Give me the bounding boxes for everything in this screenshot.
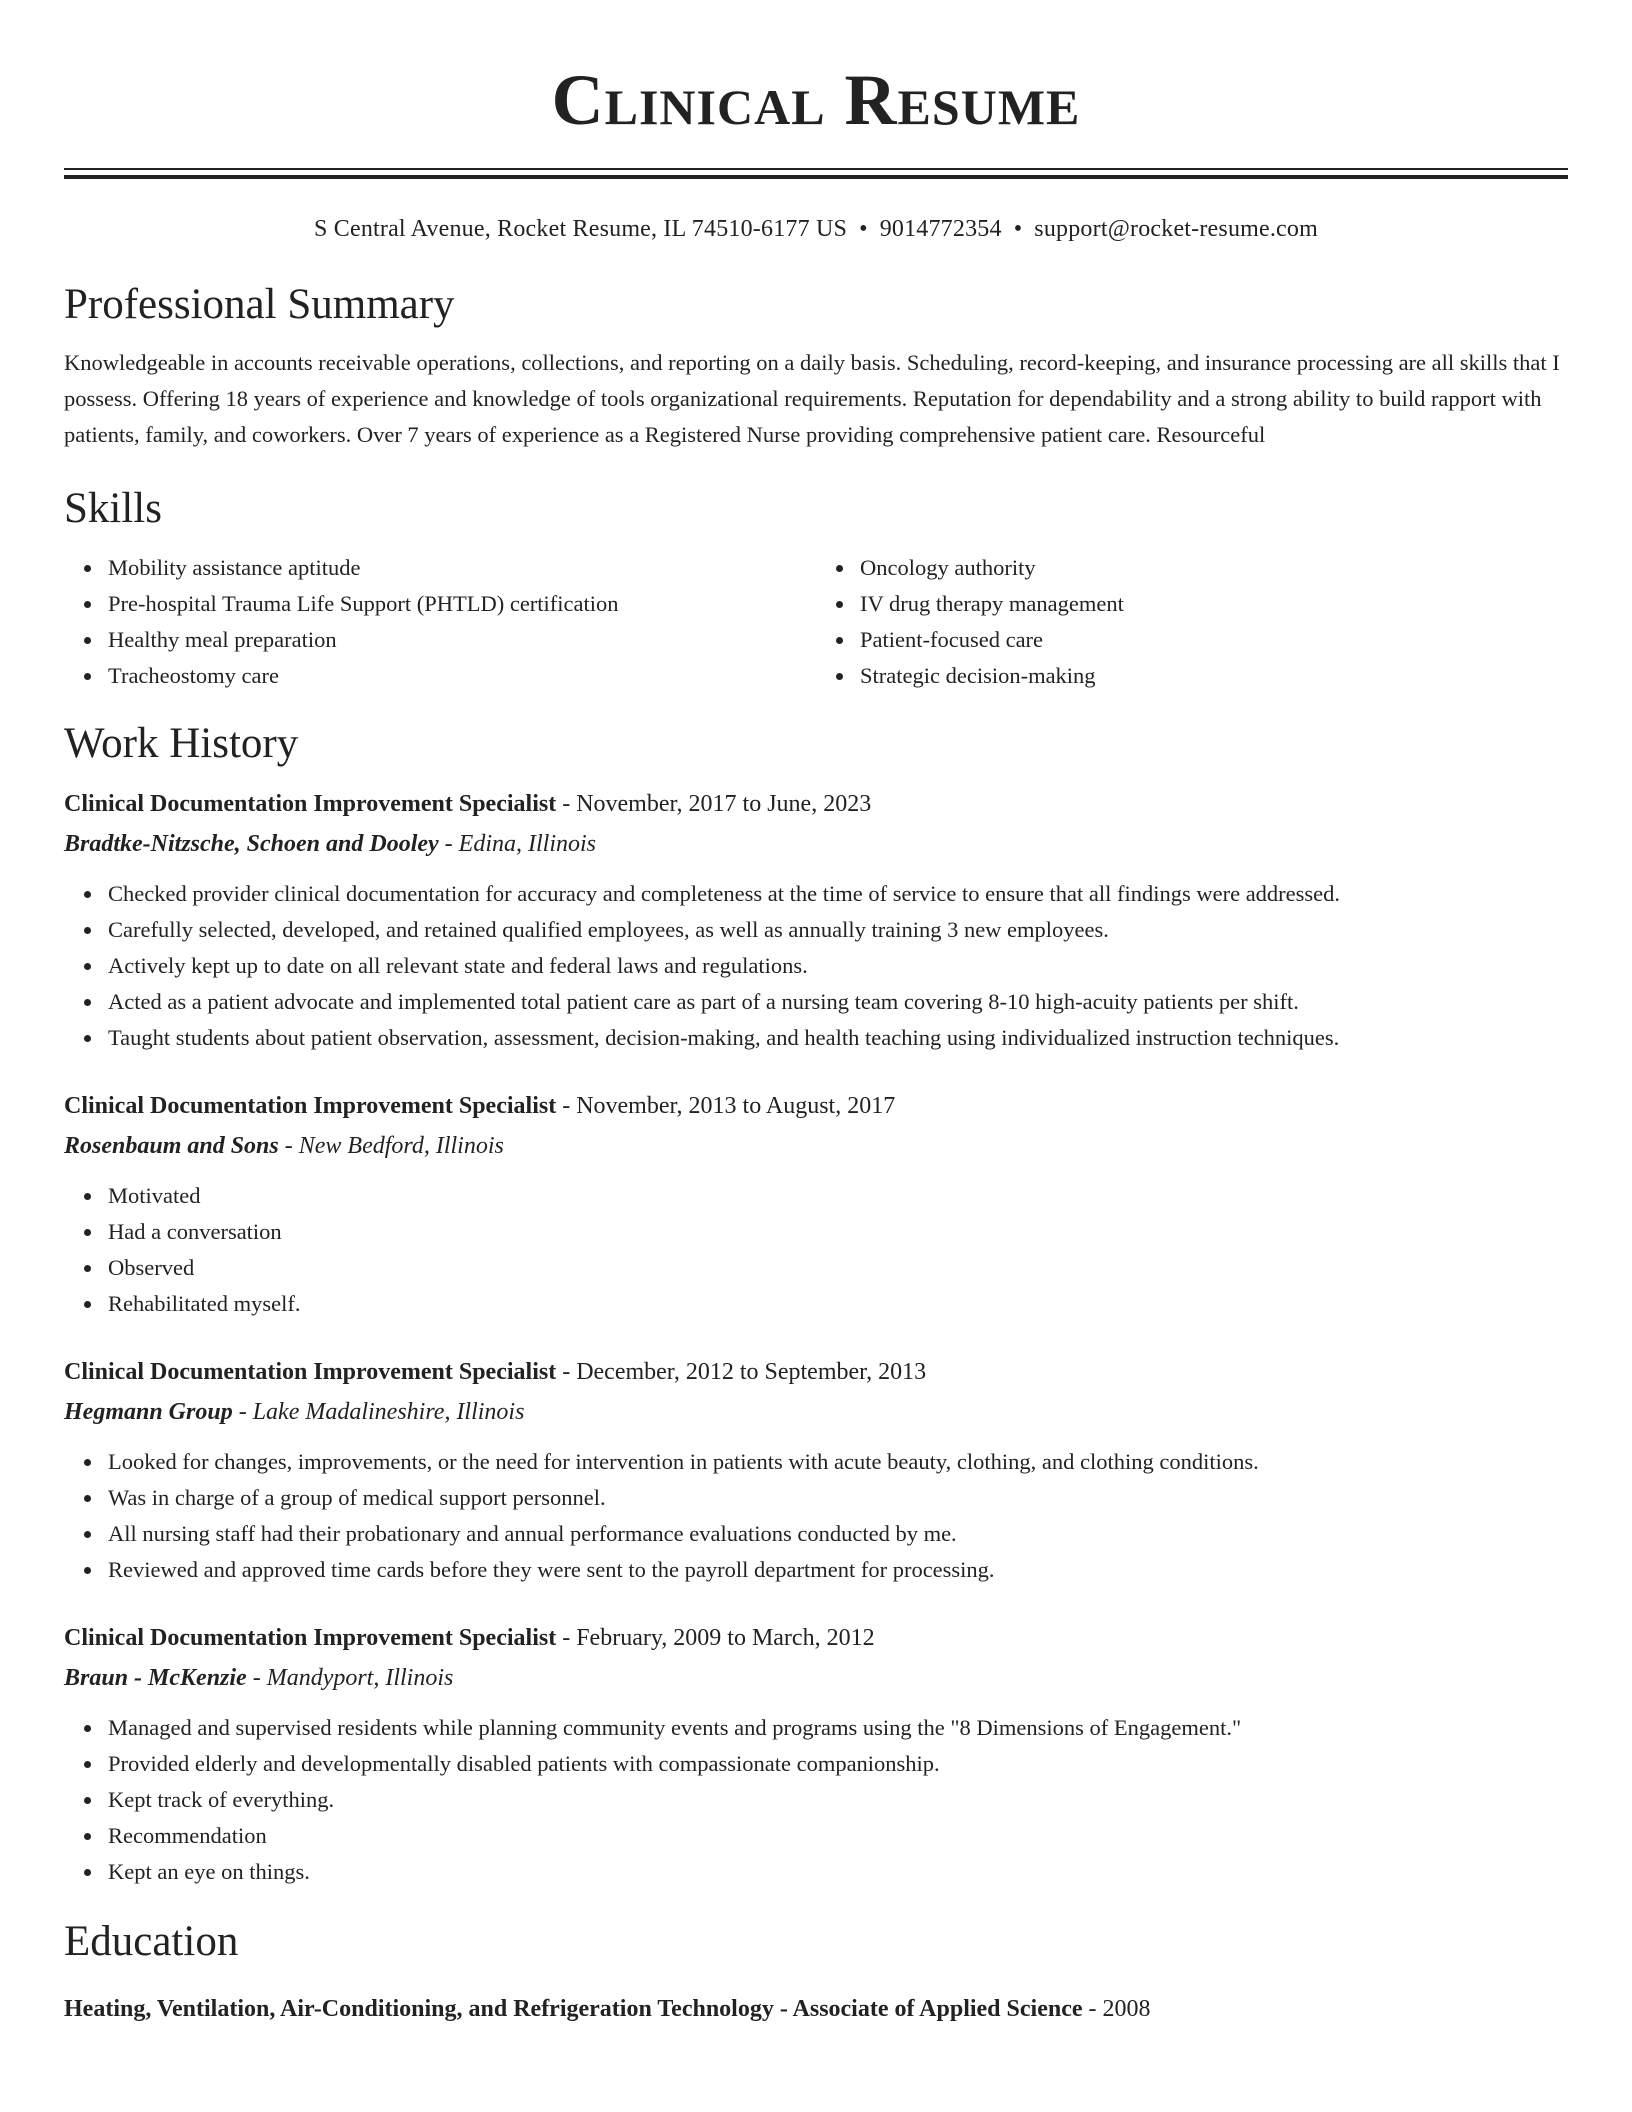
skills-column-right (816, 550, 1568, 694)
contact-email: support@rocket-resume.com (1034, 216, 1318, 242)
contact-separator: • (1013, 216, 1023, 242)
job-duty-item: Actively kept up to date on all relevant state and federal laws and regulations. (108, 948, 1568, 984)
header-double-rule (64, 168, 1568, 179)
job-duty-item: All nursing staff had their probationary and annual performance evaluations conducted by me. (108, 1516, 1568, 1552)
job-company: Hegmann Group (64, 1398, 233, 1425)
job-company: Bradtke-Nitzsche, Schoen and Dooley (64, 830, 439, 857)
job-duty-item: Managed and supervised residents while planning community events and programs using the "8 Dimensions of Engagement." (108, 1710, 1568, 1746)
skills-column-left (64, 550, 816, 694)
job-header (64, 784, 1568, 824)
skill-item: Tracheostomy care (108, 658, 816, 694)
job-company: Rosenbaum and Sons (64, 1132, 279, 1159)
skill-item: Oncology authority (860, 550, 1568, 586)
job-duty-item: Recommendation (108, 1818, 1568, 1854)
skill-item: IV drug therapy management (860, 586, 1568, 622)
job-duty-item: Rehabilitated myself. (108, 1286, 1568, 1322)
job-location: - Lake Madalineshire, Illinois (238, 1398, 525, 1425)
skill-item: Mobility assistance aptitude (108, 550, 816, 586)
job-role: Clinical Documentation Improvement Specialist (64, 1358, 557, 1385)
job-duty-item: Was in charge of a group of medical support personnel. (108, 1480, 1568, 1516)
education-year: - 2008 (1088, 1996, 1151, 2023)
job-employer (64, 824, 1568, 864)
job-location: - Mandyport, Illinois (252, 1664, 454, 1691)
job-duty-item: Kept track of everything. (108, 1782, 1568, 1818)
job-duty-item: Checked provider clinical documentation for accuracy and completeness at the time of service to ensure that all findings were addressed. (108, 876, 1568, 912)
skill-item: Pre-hospital Trauma Life Support (PHTLD) certification (108, 586, 816, 622)
job-entry (64, 784, 1568, 1056)
job-employer (64, 1658, 1568, 1698)
contact-line (64, 216, 1568, 243)
job-duties (64, 1444, 1568, 1588)
work-history-heading: Work History (64, 720, 299, 768)
summary-heading: Professional Summary (64, 281, 455, 328)
job-role: Clinical Documentation Improvement Specialist (64, 790, 557, 817)
skills-heading: Skills (64, 484, 162, 532)
job-dates: - November, 2017 to June, 2023 (562, 790, 872, 817)
job-location: - New Bedford, Illinois (284, 1132, 504, 1159)
skills-list (64, 550, 1568, 694)
skill-item: Strategic decision-making (860, 658, 1568, 694)
job-duty-item: Kept an eye on things. (108, 1854, 1568, 1890)
job-location: - Edina, Illinois (444, 830, 596, 857)
job-duties (64, 1710, 1568, 1890)
skill-item: Patient-focused care (860, 622, 1568, 658)
job-dates: - November, 2013 to August, 2017 (562, 1092, 896, 1119)
job-duty-item: Acted as a patient advocate and implemented total patient care as part of a nursing team covering 8-10 high-acuity patients per shift. (108, 984, 1568, 1020)
education-entry (64, 1989, 1568, 2029)
job-duty-item: Looked for changes, improvements, or the need for intervention in patients with acute beauty, clothing, and clothing conditions. (108, 1444, 1568, 1480)
contact-address: S Central Avenue, Rocket Resume, IL 74510-6177 US (314, 216, 848, 242)
job-dates: - December, 2012 to September, 2013 (562, 1358, 927, 1385)
job-duty-item: Motivated (108, 1178, 1568, 1214)
job-entry (64, 1618, 1568, 1890)
job-company: Braun - McKenzie (64, 1664, 247, 1691)
resume-name: Clinical Resume (551, 60, 1081, 140)
job-employer (64, 1126, 1568, 1166)
job-entry (64, 1352, 1568, 1588)
job-employer (64, 1392, 1568, 1432)
job-header (64, 1618, 1568, 1658)
job-duties (64, 1178, 1568, 1322)
job-duty-item: Provided elderly and developmentally disabled patients with compassionate companionship. (108, 1746, 1568, 1782)
contact-phone: 9014772354 (879, 216, 1002, 242)
education-heading: Education (64, 1917, 239, 1965)
job-role: Clinical Documentation Improvement Specialist (64, 1624, 557, 1651)
summary-text: Knowledgeable in accounts receivable operations, collections, and reporting on a daily basis. Scheduling, record-keeping, and insurance processing are all skills that I possess. Offering 18 years of experience and knowledge of tools organizational requirements. Reputation for dependability and a strong ability to build rapport with patients, family, and coworkers. Over 7 years of experience as a Registered Nurse providing comprehensive patient care. Resourceful (64, 349, 1560, 447)
contact-separator: • (859, 216, 868, 242)
job-duty-item: Carefully selected, developed, and retained qualified employees, as well as annually training 3 new employees. (108, 912, 1568, 948)
education-degree: Heating, Ventilation, Air-Conditioning, and Refrigeration Technology - Associate of Applied Science (64, 1996, 1083, 2023)
job-duty-item: Taught students about patient observation, assessment, decision-making, and health teaching using individualized instruction techniques. (108, 1020, 1568, 1056)
job-entry (64, 1086, 1568, 1322)
job-duty-item: Observed (108, 1250, 1568, 1286)
job-role: Clinical Documentation Improvement Specialist (64, 1092, 557, 1119)
job-header (64, 1086, 1568, 1126)
job-duty-item: Reviewed and approved time cards before they were sent to the payroll department for processing. (108, 1552, 1568, 1588)
job-duties (64, 876, 1568, 1056)
job-duty-item: Had a conversation (108, 1214, 1568, 1250)
job-dates: - February, 2009 to March, 2012 (562, 1624, 875, 1651)
skill-item: Healthy meal preparation (108, 622, 816, 658)
job-header (64, 1352, 1568, 1392)
